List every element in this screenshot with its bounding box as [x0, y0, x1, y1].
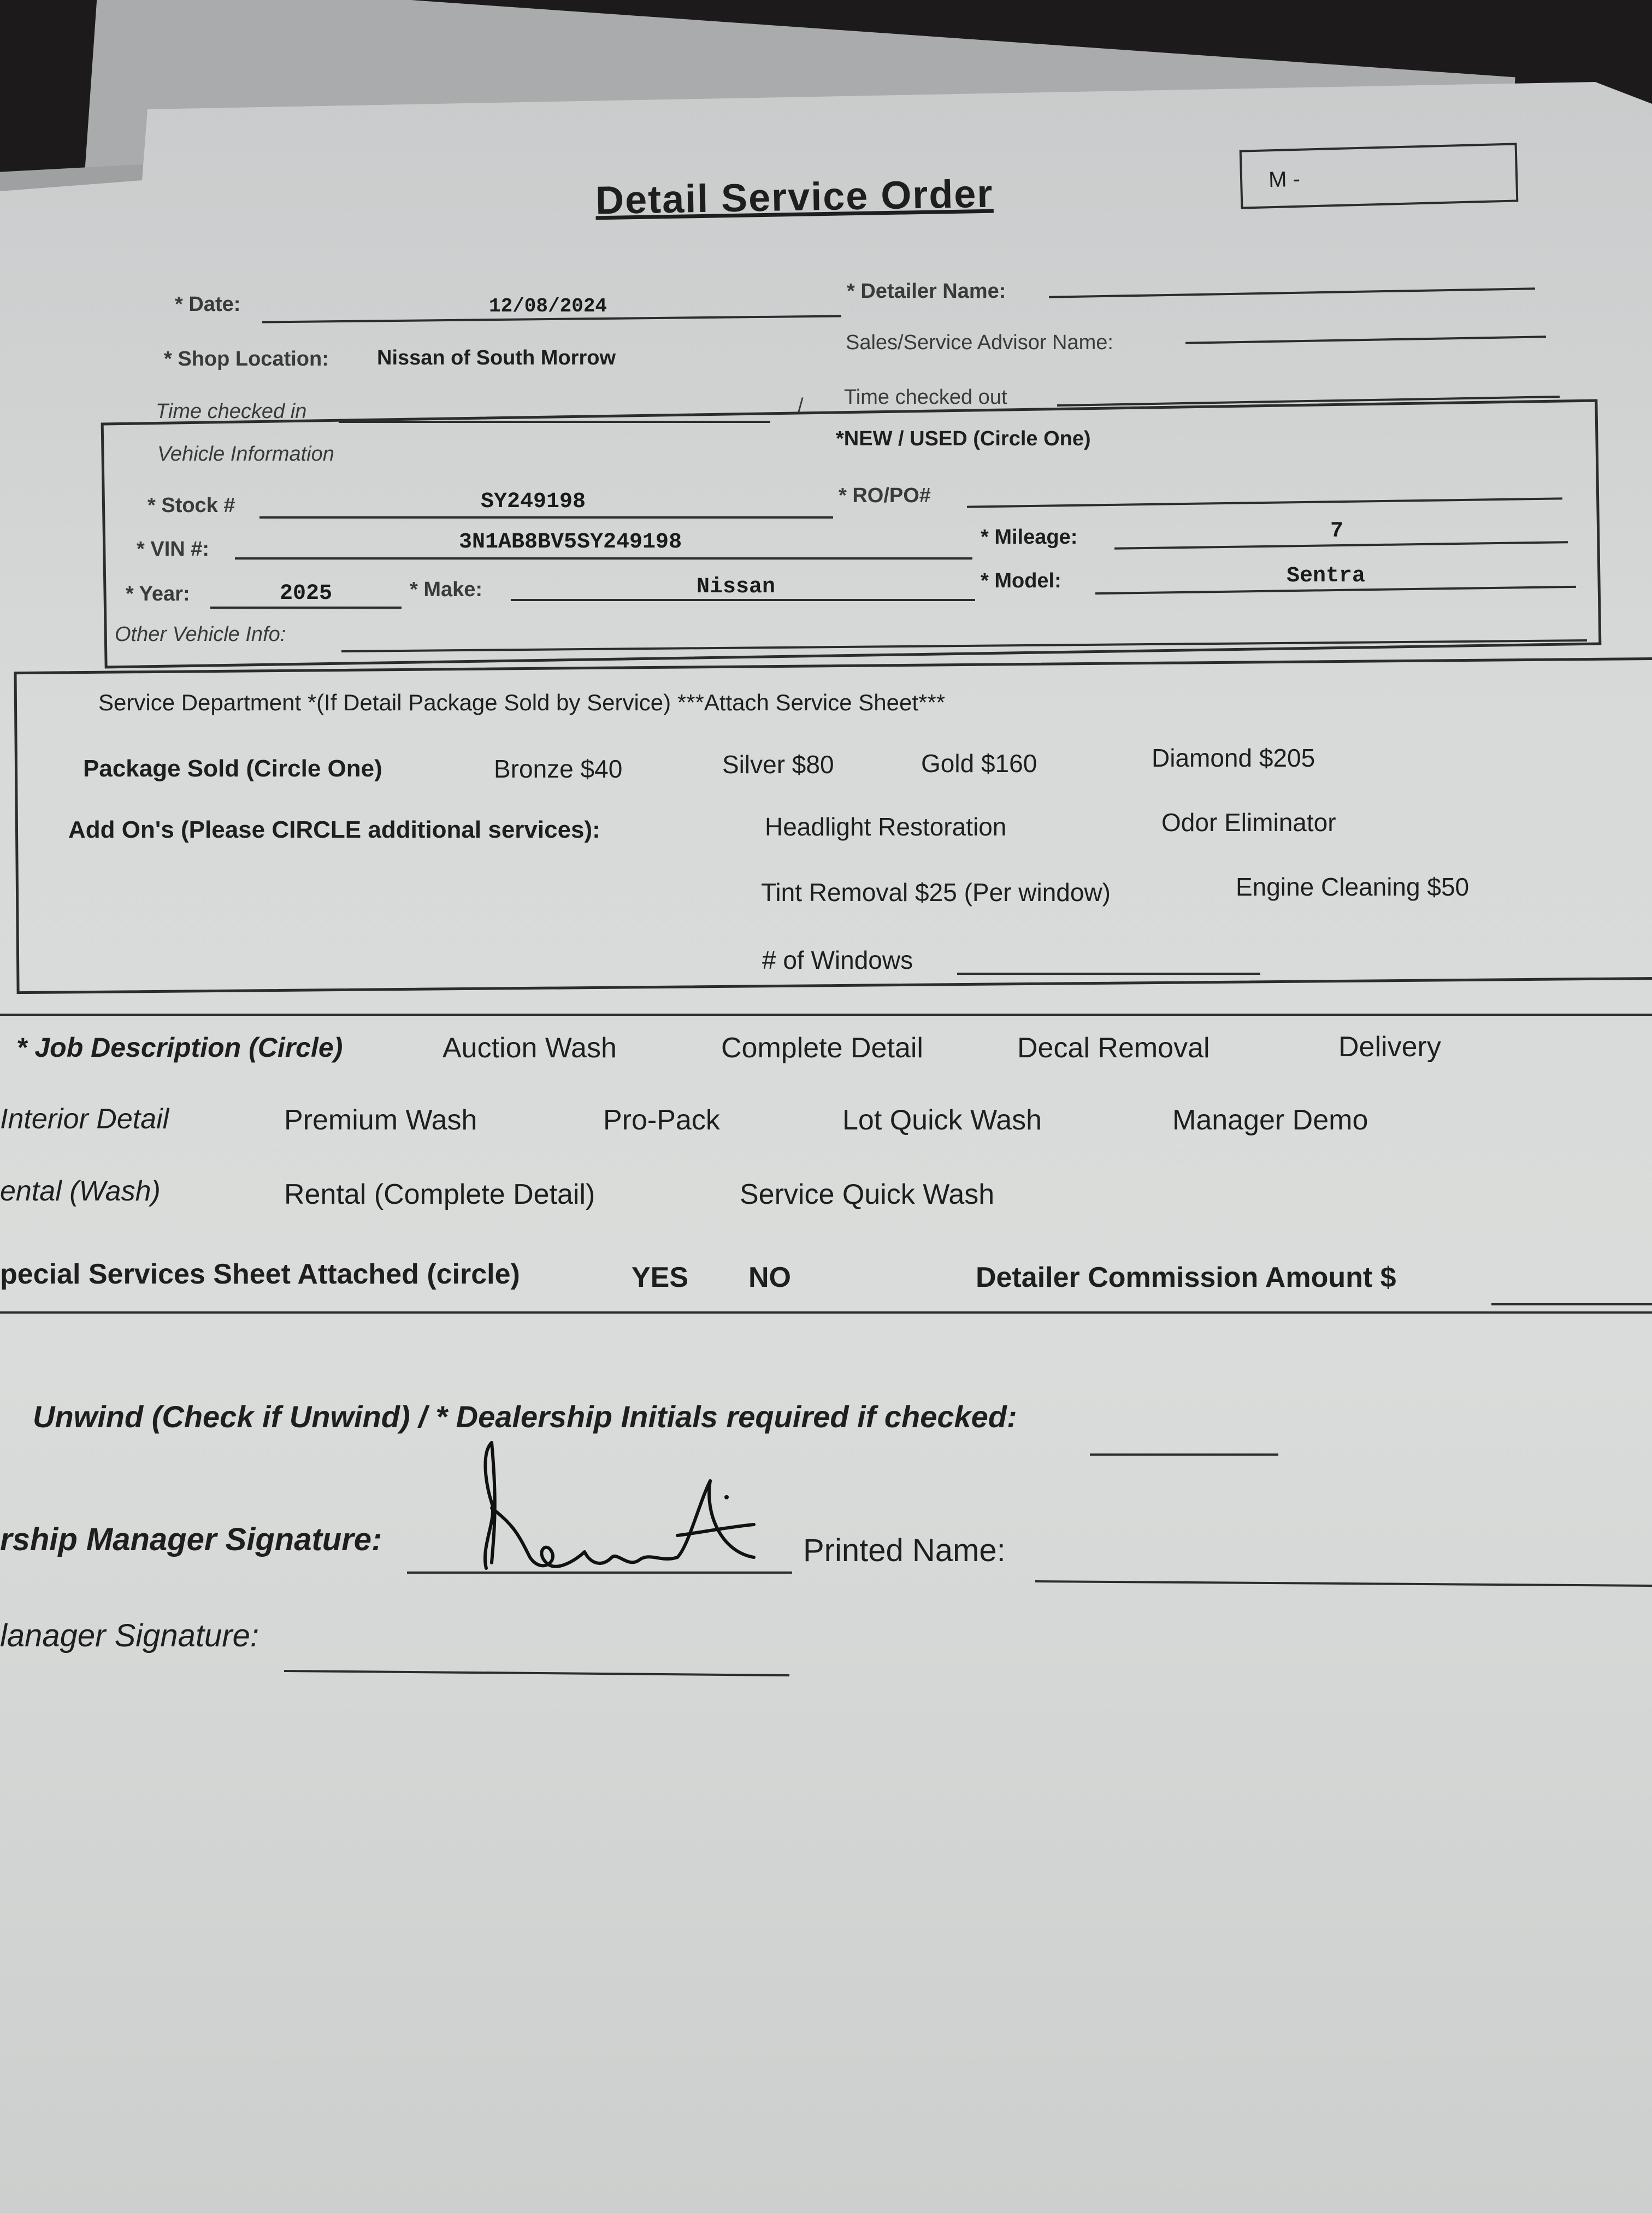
other-vehicle-info-label: Other Vehicle Info:: [115, 623, 286, 646]
vin-line: [235, 557, 972, 560]
addon-engine-cleaning[interactable]: Engine Cleaning $50: [1236, 873, 1470, 901]
package-sold-label: Package Sold (Circle One): [83, 755, 382, 782]
job-description-label: [16, 1032, 343, 1063]
addon-tint-removal[interactable]: Tint Removal $25 (Per window): [761, 878, 1111, 907]
vin-label: * VIN #:: [137, 538, 210, 561]
job-pro-pack[interactable]: Pro-Pack: [603, 1104, 720, 1136]
addon-odor-eliminator[interactable]: Odor Eliminator: [1161, 808, 1336, 837]
advisor-name-label: Sales/Service Advisor Name:: [846, 331, 1113, 354]
model-value[interactable]: Sentra: [1287, 564, 1366, 588]
manager-signature-handwriting: [470, 1421, 776, 1585]
date-value[interactable]: 12/08/2024: [489, 295, 607, 317]
special-services-text: pecial Services Sheet Attached (circle): [0, 1258, 520, 1290]
manager2-signature-label: lanager Signature:: [0, 1618, 259, 1653]
shop-location-label: * Shop Location:: [164, 348, 329, 370]
dealership-initials-line[interactable]: [1090, 1453, 1278, 1456]
job-complete-detail[interactable]: Complete Detail: [721, 1032, 923, 1064]
time-checked-out-label: Time checked out: [844, 386, 1007, 409]
make-value[interactable]: Nissan: [697, 575, 776, 599]
job-interior-detail[interactable]: Interior Detail: [0, 1103, 169, 1135]
time-slash: /: [798, 395, 804, 417]
windows-count-label: # of Windows: [762, 946, 913, 974]
addons-label: Add On's (Please CIRCLE additional services):: [68, 816, 600, 843]
job-delivery[interactable]: Delivery: [1338, 1031, 1441, 1063]
windows-count-line[interactable]: [957, 973, 1260, 975]
new-used-label[interactable]: *NEW / USED (Circle One): [836, 427, 1091, 450]
job-manager-demo[interactable]: Manager Demo: [1172, 1104, 1368, 1136]
year-label: * Year:: [126, 582, 190, 605]
package-diamond[interactable]: Diamond $205: [1152, 744, 1315, 772]
make-label: * Make:: [410, 578, 483, 601]
job-section-top-line: [0, 1014, 1652, 1016]
unwind-text: Unwind (Check if Unwind) / * Dealership Initials required if checked:: [33, 1399, 1017, 1434]
job-service-quick-wash[interactable]: Service Quick Wash: [740, 1179, 995, 1210]
special-no[interactable]: NO: [748, 1262, 791, 1293]
job-decal-removal[interactable]: Decal Removal: [1017, 1032, 1210, 1064]
detailer-commission-label: Detailer Commission Amount $: [976, 1262, 1396, 1293]
date-label: * Date:: [175, 293, 241, 316]
job-description-text: * Job Description (Circle): [16, 1032, 343, 1063]
time-checked-in-label: Time checked in: [156, 400, 307, 423]
job-premium-wash[interactable]: Premium Wash: [284, 1104, 477, 1136]
mileage-value[interactable]: 7: [1330, 519, 1344, 544]
service-department-header: Service Department *(If Detail Package Sold by Service) ***Attach Service Sheet***: [98, 690, 946, 715]
stock-line: [259, 516, 833, 519]
printed-name-label: Printed Name:: [803, 1533, 1006, 1568]
job-auction-wash[interactable]: Auction Wash: [442, 1032, 617, 1064]
job-lot-quick-wash[interactable]: Lot Quick Wash: [842, 1104, 1042, 1136]
vin-value[interactable]: 3N1AB8BV5SY249198: [459, 530, 682, 555]
detailer-commission-line[interactable]: [1491, 1303, 1652, 1305]
special-section-bottom-line: [0, 1311, 1652, 1314]
stock-value[interactable]: SY249198: [481, 490, 586, 514]
m-number-label: M -: [1268, 167, 1301, 192]
shop-location-value[interactable]: Nissan of South Morrow: [377, 346, 616, 369]
m-number-box[interactable]: [1240, 143, 1519, 209]
job-rental-complete-detail[interactable]: Rental (Complete Detail): [284, 1179, 595, 1210]
vehicle-info-label: Vehicle Information: [157, 443, 334, 466]
special-services-label: [0, 1258, 520, 1291]
addon-headlight-restoration[interactable]: Headlight Restoration: [765, 813, 1007, 841]
form-title: Detail Service Order: [595, 172, 994, 223]
package-silver[interactable]: Silver $80: [722, 750, 834, 779]
stock-label: * Stock #: [148, 494, 235, 517]
make-line: [511, 599, 975, 601]
special-yes[interactable]: YES: [632, 1262, 689, 1293]
package-bronze[interactable]: Bronze $40: [494, 755, 623, 783]
ro-po-label: * RO/PO#: [839, 484, 931, 507]
manager-signature-label: rship Manager Signature:: [0, 1522, 382, 1557]
year-line: [210, 607, 402, 609]
job-rental-wash[interactable]: ental (Wash): [0, 1175, 161, 1207]
model-label: * Model:: [981, 569, 1061, 592]
year-value[interactable]: 2025: [280, 581, 333, 606]
detailer-name-label: * Detailer Name:: [847, 280, 1006, 303]
package-gold[interactable]: Gold $160: [921, 749, 1037, 778]
mileage-label: * Mileage:: [981, 526, 1078, 549]
